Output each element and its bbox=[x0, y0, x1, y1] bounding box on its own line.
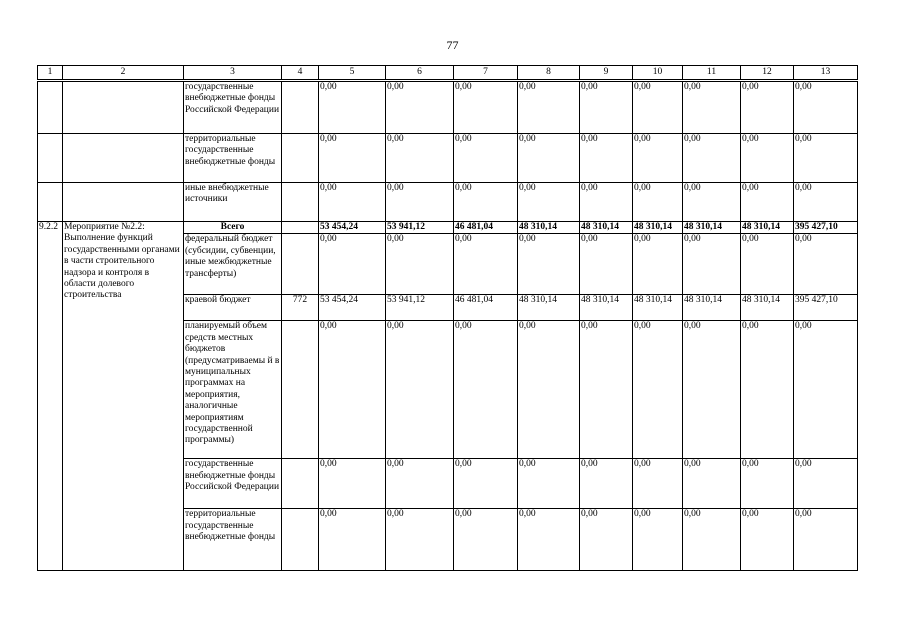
cell-value: 0,00 bbox=[518, 321, 580, 459]
header-col-4: 4 bbox=[282, 66, 319, 80]
cell-value: 0,00 bbox=[319, 234, 386, 295]
cell-value: 0,00 bbox=[580, 509, 633, 571]
table-row bbox=[38, 183, 858, 222]
cell-value: 0,00 bbox=[741, 321, 794, 459]
cell-value: 0,00 bbox=[683, 459, 741, 509]
cell-value: 46 481,04 bbox=[454, 295, 518, 321]
cell-grbs bbox=[282, 509, 319, 571]
cell-value: 53 941,12 bbox=[386, 295, 454, 321]
header-col-1: 1 bbox=[38, 66, 63, 80]
cell-value: 0,00 bbox=[794, 459, 858, 509]
cell-source: федеральный бюджет (субсидии, субвенции, иные межбюджетные трансферты) bbox=[184, 234, 282, 295]
cell-value: 0,00 bbox=[741, 234, 794, 295]
cell-value: 0,00 bbox=[319, 82, 386, 134]
cell-value: 0,00 bbox=[741, 183, 794, 222]
table-row bbox=[38, 82, 858, 134]
cell-source-total: Всего bbox=[184, 222, 282, 234]
page-number: 77 bbox=[446, 38, 459, 52]
budget-table bbox=[37, 81, 858, 571]
cell-name bbox=[63, 134, 184, 183]
header-col-2: 2 bbox=[63, 66, 184, 80]
cell-value: 0,00 bbox=[518, 459, 580, 509]
cell-value: 0,00 bbox=[454, 183, 518, 222]
cell-value: 395 427,10 bbox=[794, 295, 858, 321]
cell-grbs bbox=[282, 234, 319, 295]
header-col-5: 5 bbox=[319, 66, 386, 80]
cell-value: 0,00 bbox=[794, 234, 858, 295]
cell-value: 0,00 bbox=[741, 509, 794, 571]
cell-value: 0,00 bbox=[794, 183, 858, 222]
cell-grbs bbox=[282, 183, 319, 222]
cell-value: 0,00 bbox=[518, 183, 580, 222]
cell-grbs bbox=[282, 222, 319, 234]
cell-grbs bbox=[282, 321, 319, 459]
cell-total-value: 53 454,24 bbox=[319, 222, 386, 234]
header-col-13: 13 bbox=[794, 66, 858, 80]
cell-value: 0,00 bbox=[319, 459, 386, 509]
cell-item-name: Мероприятие №2.2: Выполнение функций государственными органами в части строительного надзора и контроля в области долевого строительства bbox=[63, 222, 184, 571]
cell-value: 0,00 bbox=[386, 134, 454, 183]
header-col-7: 7 bbox=[454, 66, 518, 80]
cell-value: 0,00 bbox=[454, 321, 518, 459]
header-col-11: 11 bbox=[683, 66, 741, 80]
cell-source: планируемый объем средств местных бюджетов (предусматриваемы й в муниципальных программах на мероприятия, аналогичные мероприятиям государственной программы) bbox=[184, 321, 282, 459]
header-col-9: 9 bbox=[580, 66, 633, 80]
cell-value: 0,00 bbox=[518, 134, 580, 183]
cell-value: 0,00 bbox=[319, 183, 386, 222]
cell-value: 48 310,14 bbox=[741, 295, 794, 321]
cell-value: 0,00 bbox=[518, 509, 580, 571]
cell-total-value: 46 481,04 bbox=[454, 222, 518, 234]
cell-value: 0,00 bbox=[386, 82, 454, 134]
cell-value: 0,00 bbox=[319, 509, 386, 571]
cell-value: 0,00 bbox=[454, 234, 518, 295]
cell-name bbox=[63, 183, 184, 222]
cell-name bbox=[63, 82, 184, 134]
cell-value: 0,00 bbox=[319, 321, 386, 459]
cell-value: 0,00 bbox=[580, 183, 633, 222]
cell-total-value: 48 310,14 bbox=[580, 222, 633, 234]
cell-total-value: 48 310,14 bbox=[741, 222, 794, 234]
header-col-10: 10 bbox=[633, 66, 683, 80]
cell-value: 0,00 bbox=[633, 134, 683, 183]
cell-value: 0,00 bbox=[741, 134, 794, 183]
cell-value: 0,00 bbox=[580, 321, 633, 459]
cell-value: 0,00 bbox=[633, 509, 683, 571]
cell-value: 0,00 bbox=[386, 321, 454, 459]
cell-value: 0,00 bbox=[683, 234, 741, 295]
header-col-6: 6 bbox=[386, 66, 454, 80]
cell-value: 0,00 bbox=[386, 234, 454, 295]
table-row bbox=[38, 134, 858, 183]
cell-value: 0,00 bbox=[683, 183, 741, 222]
cell-total-value: 48 310,14 bbox=[518, 222, 580, 234]
cell-value: 0,00 bbox=[386, 183, 454, 222]
cell-value: 48 310,14 bbox=[518, 295, 580, 321]
cell-value: 0,00 bbox=[454, 134, 518, 183]
cell-value: 0,00 bbox=[386, 459, 454, 509]
cell-source: государственные внебюджетные фонды Российской Федерации bbox=[184, 459, 282, 509]
cell-value: 48 310,14 bbox=[580, 295, 633, 321]
cell-value: 0,00 bbox=[319, 134, 386, 183]
table-row-total bbox=[38, 222, 858, 234]
cell-value: 0,00 bbox=[580, 134, 633, 183]
cell-source: государственные внебюджетные фонды Российской Федерации bbox=[184, 82, 282, 134]
cell-value: 0,00 bbox=[683, 509, 741, 571]
cell-total-value: 53 941,12 bbox=[386, 222, 454, 234]
cell-value: 0,00 bbox=[580, 459, 633, 509]
cell-grbs bbox=[282, 459, 319, 509]
cell-value: 0,00 bbox=[580, 234, 633, 295]
cell-value: 0,00 bbox=[454, 459, 518, 509]
cell-value: 0,00 bbox=[683, 134, 741, 183]
cell-value: 53 454,24 bbox=[319, 295, 386, 321]
cell-value: 0,00 bbox=[683, 82, 741, 134]
cell-value: 48 310,14 bbox=[633, 295, 683, 321]
cell-grbs bbox=[282, 134, 319, 183]
cell-code bbox=[38, 183, 63, 222]
cell-value: 0,00 bbox=[683, 321, 741, 459]
cell-value: 0,00 bbox=[633, 459, 683, 509]
cell-code bbox=[38, 82, 63, 134]
header-col-3: 3 bbox=[184, 66, 282, 80]
header-col-12: 12 bbox=[741, 66, 794, 80]
cell-value: 0,00 bbox=[386, 509, 454, 571]
cell-value: 0,00 bbox=[633, 321, 683, 459]
cell-value: 0,00 bbox=[454, 82, 518, 134]
cell-code bbox=[38, 134, 63, 183]
cell-value: 0,00 bbox=[741, 459, 794, 509]
cell-value: 0,00 bbox=[633, 82, 683, 134]
cell-value: 48 310,14 bbox=[683, 295, 741, 321]
cell-value: 0,00 bbox=[741, 82, 794, 134]
cell-item-code: 9.2.2 bbox=[38, 222, 63, 571]
cell-value: 0,00 bbox=[518, 234, 580, 295]
cell-total-value: 395 427,10 bbox=[794, 222, 858, 234]
cell-value: 0,00 bbox=[794, 509, 858, 571]
cell-value: 0,00 bbox=[794, 82, 858, 134]
cell-value: 0,00 bbox=[794, 134, 858, 183]
cell-total-value: 48 310,14 bbox=[633, 222, 683, 234]
cell-total-value: 48 310,14 bbox=[683, 222, 741, 234]
cell-value: 0,00 bbox=[454, 509, 518, 571]
header-col-8: 8 bbox=[518, 66, 580, 80]
cell-source: территориальные государственные внебюджетные фонды bbox=[184, 134, 282, 183]
cell-value: 0,00 bbox=[633, 183, 683, 222]
cell-value: 0,00 bbox=[518, 82, 580, 134]
column-header-table bbox=[37, 65, 858, 80]
cell-grbs bbox=[282, 82, 319, 134]
cell-source: территориальные государственные внебюджетные фонды bbox=[184, 509, 282, 571]
cell-source: иные внебюджетные источники bbox=[184, 183, 282, 222]
cell-value: 0,00 bbox=[633, 234, 683, 295]
cell-value: 0,00 bbox=[580, 82, 633, 134]
cell-value: 0,00 bbox=[794, 321, 858, 459]
cell-grbs: 772 bbox=[282, 295, 319, 321]
cell-source: краевой бюджет bbox=[184, 295, 282, 321]
